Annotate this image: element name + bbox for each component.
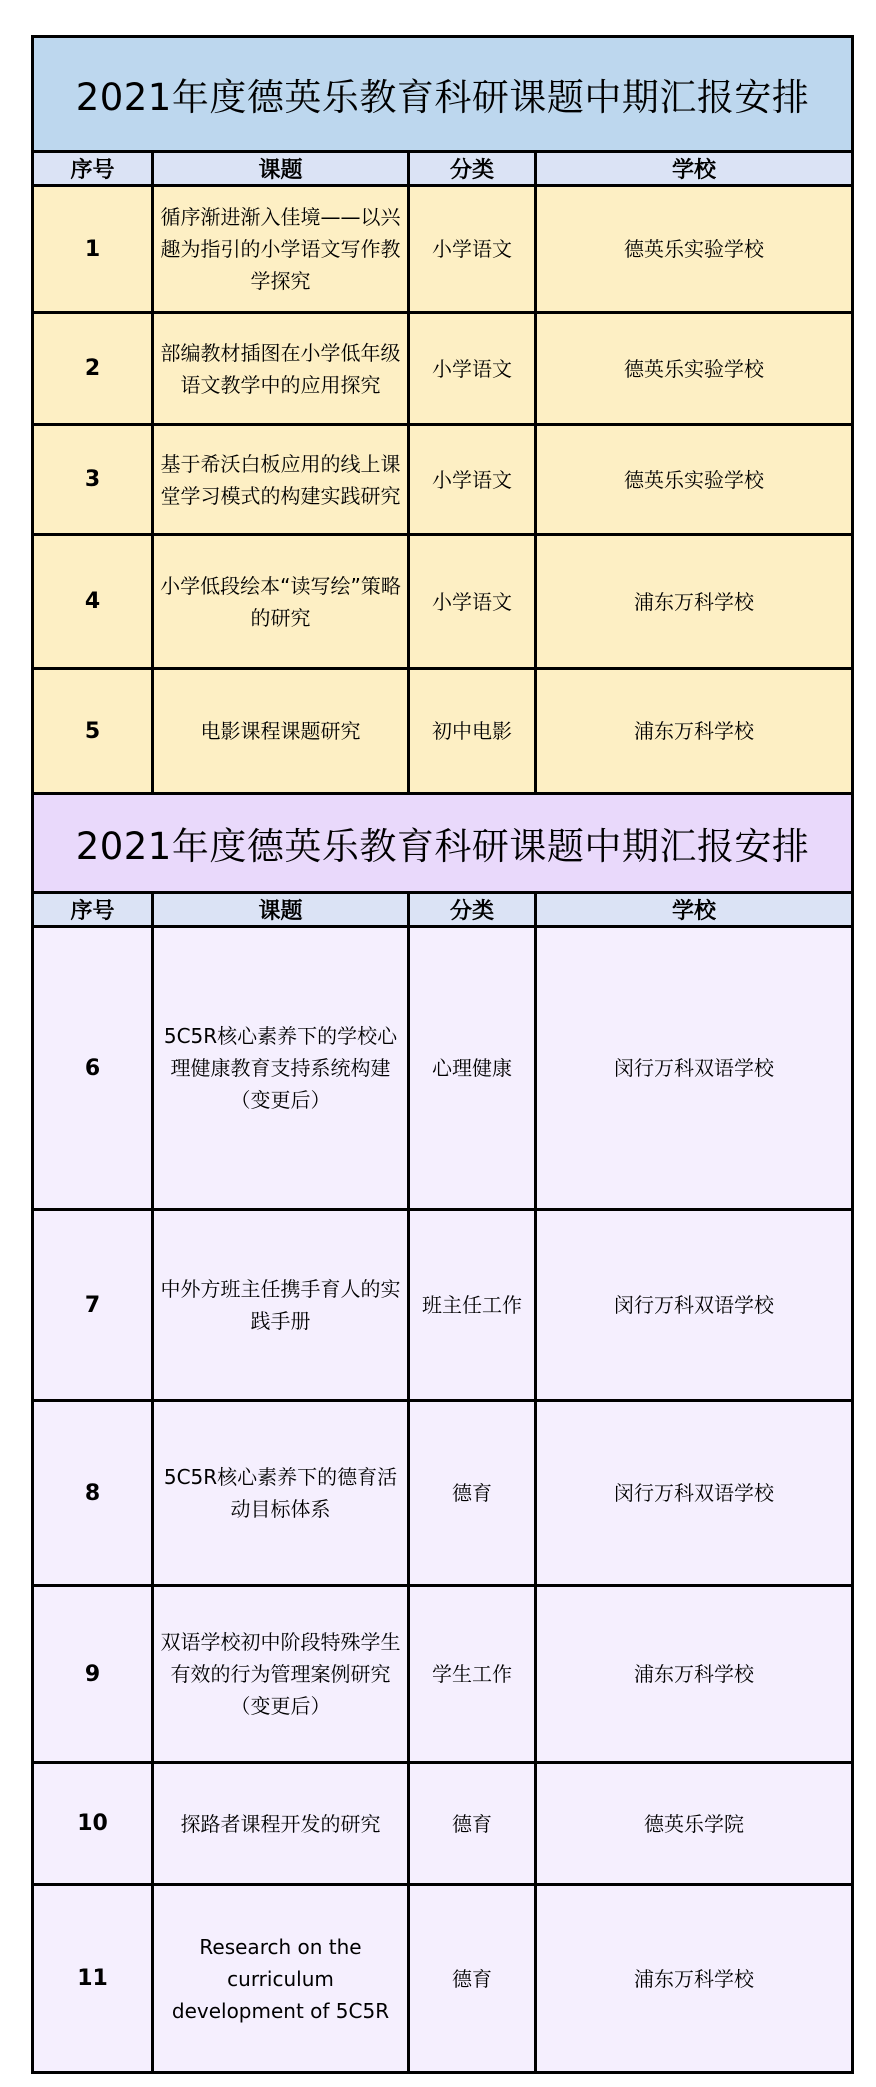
row-topic: Research on the curriculum development of 5C5R (153, 1885, 409, 2073)
col-header-category: 分类 (409, 152, 536, 186)
row-school: 德英乐实验学校 (536, 313, 853, 425)
row-category: 小学语文 (409, 186, 536, 313)
row-number: 9 (33, 1586, 153, 1763)
table-row (33, 1763, 853, 1885)
table-row (33, 927, 853, 1210)
col-header-topic: 课题 (153, 893, 409, 927)
row-topic: 电影课程课题研究 (153, 669, 409, 794)
row-school: 闵行万科双语学校 (536, 927, 853, 1210)
row-number: 4 (33, 535, 153, 669)
table-title-row (33, 37, 853, 152)
row-school: 德英乐实验学校 (536, 186, 853, 313)
row-category: 小学语文 (409, 425, 536, 535)
row-category: 小学语文 (409, 313, 536, 425)
row-number: 2 (33, 313, 153, 425)
row-topic: 小学低段绘本“读写绘”策略的研究 (153, 535, 409, 669)
row-school: 浦东万科学校 (536, 1586, 853, 1763)
table-row (33, 535, 853, 669)
row-number: 5 (33, 669, 153, 794)
table-row (33, 425, 853, 535)
row-school: 德英乐实验学校 (536, 425, 853, 535)
col-header-school: 学校 (536, 152, 853, 186)
table-row (33, 1586, 853, 1763)
row-number: 1 (33, 186, 153, 313)
row-number: 6 (33, 927, 153, 1210)
row-topic: 中外方班主任携手育人的实践手册 (153, 1210, 409, 1401)
schedule-table-1 (31, 35, 854, 2074)
row-school: 闵行万科双语学校 (536, 1401, 853, 1586)
header-row (33, 893, 853, 927)
row-school: 德英乐学院 (536, 1763, 853, 1885)
col-header-topic: 课题 (153, 152, 409, 186)
row-category: 小学语文 (409, 535, 536, 669)
row-category: 初中电影 (409, 669, 536, 794)
col-header-category: 分类 (409, 893, 536, 927)
col-header-number: 序号 (33, 893, 153, 927)
row-school: 闵行万科双语学校 (536, 1210, 853, 1401)
row-number: 8 (33, 1401, 153, 1586)
row-category: 班主任工作 (409, 1210, 536, 1401)
row-topic: 5C5R核心素养下的学校心理健康教育支持系统构建（变更后） (153, 927, 409, 1210)
row-school: 浦东万科学校 (536, 535, 853, 669)
table-row (33, 313, 853, 425)
table-row (33, 186, 853, 313)
row-topic: 基于希沃白板应用的线上课堂学习模式的构建实践研究 (153, 425, 409, 535)
row-category: 德育 (409, 1401, 536, 1586)
col-header-number: 序号 (33, 152, 153, 186)
row-school: 浦东万科学校 (536, 669, 853, 794)
row-number: 7 (33, 1210, 153, 1401)
table-row (33, 1210, 853, 1401)
table-row (33, 669, 853, 794)
row-category: 德育 (409, 1763, 536, 1885)
table-title: 2021年度德英乐教育科研课题中期汇报安排 (33, 794, 853, 893)
header-row (33, 152, 853, 186)
row-category: 心理健康 (409, 927, 536, 1210)
row-topic: 5C5R核心素养下的德育活动目标体系 (153, 1401, 409, 1586)
row-number: 11 (33, 1885, 153, 2073)
col-header-school: 学校 (536, 893, 853, 927)
row-category: 德育 (409, 1885, 536, 2073)
schedule-sheet (31, 35, 851, 2074)
row-topic: 部编教材插图在小学低年级语文教学中的应用探究 (153, 313, 409, 425)
table-title: 2021年度德英乐教育科研课题中期汇报安排 (33, 37, 853, 152)
row-topic: 循序渐进渐入佳境——以兴趣为指引的小学语文写作教学探究 (153, 186, 409, 313)
table-title-row (33, 794, 853, 893)
row-category: 学生工作 (409, 1586, 536, 1763)
row-number: 3 (33, 425, 153, 535)
row-number: 10 (33, 1763, 153, 1885)
row-topic: 探路者课程开发的研究 (153, 1763, 409, 1885)
table-row (33, 1401, 853, 1586)
table-row (33, 1885, 853, 2073)
row-topic: 双语学校初中阶段特殊学生有效的行为管理案例研究（变更后） (153, 1586, 409, 1763)
row-school: 浦东万科学校 (536, 1885, 853, 2073)
